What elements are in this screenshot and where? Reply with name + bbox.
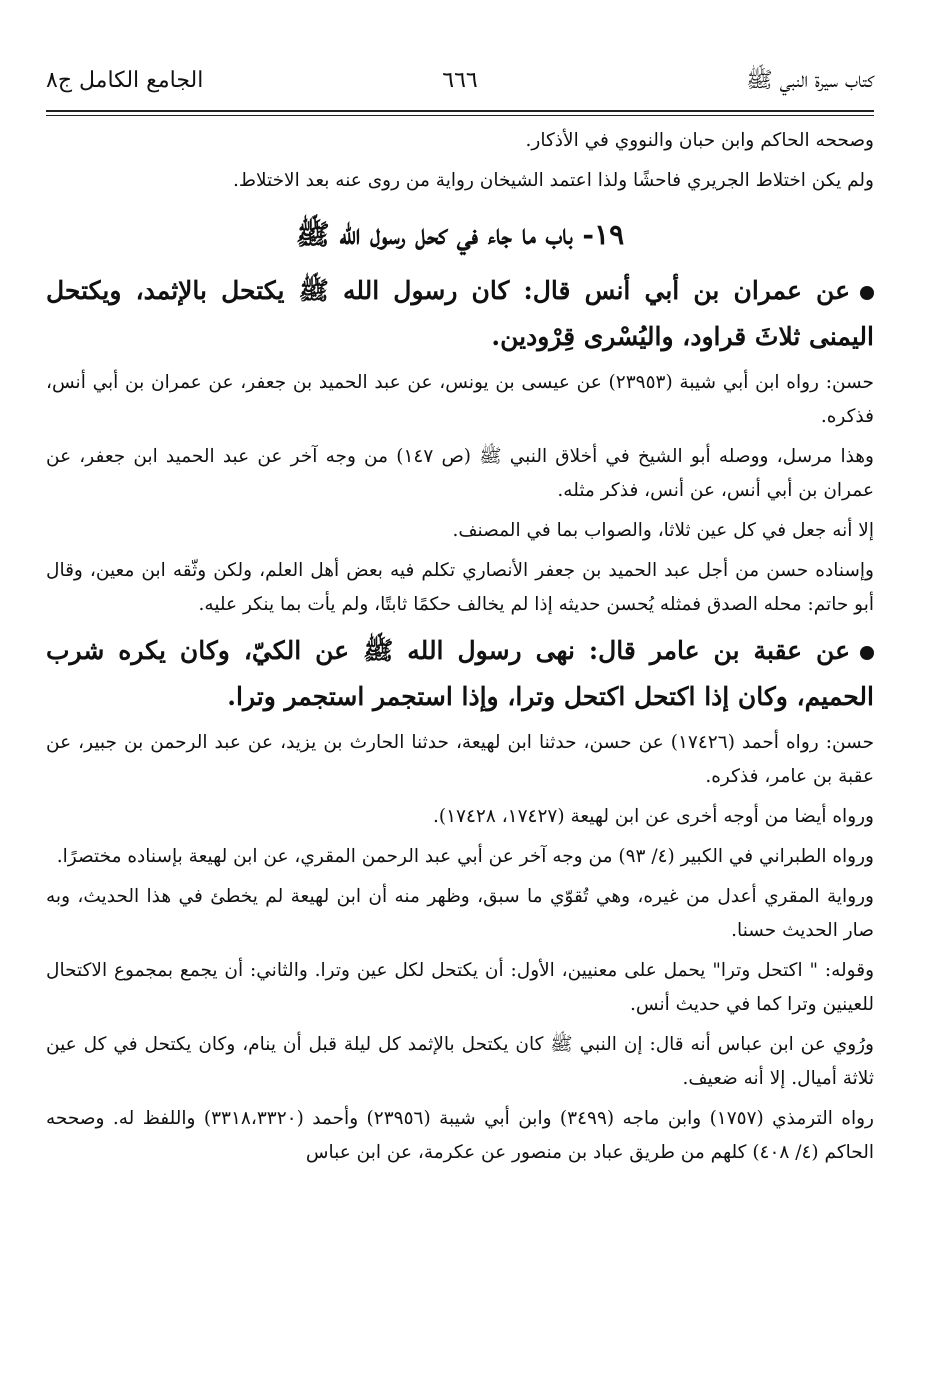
page-number: ٦٦٦ — [442, 68, 478, 93]
chapter-heading: ١٩- باب ما جاء في كحل رسول الله ﷺ — [295, 218, 625, 251]
paragraph: وصححه الحاكم وابن حبان والنووي في الأذكار. — [525, 130, 874, 151]
commentary-paragraph: وإسناده حسن من أجل عبد الحميد بن جعفر الأنصاري تكلم فيه بعض أهل العلم، ولكن وثّقه ابن معين، وقال أبو حاتم: محله الصدق فمثله يُحسن حديثه إذا لم يخالف حكمًا ثابتًا، ولم يأت بما ينكر عليه. — [46, 560, 874, 615]
hadith-text — [46, 268, 874, 360]
commentary-paragraph: وقوله: " اكتحل وترا" يحمل على معنيين، الأول: أن يكتحل لكل عين وترا. والثاني: أن يجمع بمجموع الاكتحال للعينين وترا كما في حديث أنس. — [46, 960, 874, 1015]
volume-title: الجامع الكامل ج٨ — [46, 68, 204, 93]
commentary-paragraph: ورواية المقري أعدل من غيره، وهي تُقوّي ما سبق، وظهر منه أن ابن لهيعة لم يخطئ في هذا الحديث، وبه صار الحديث حسنا. — [46, 886, 874, 941]
hadith-body: عن عقبة بن عامر قال: نهى رسول الله ﷺ عن الكيّ، وكان يكره شرب الحميم، وكان إذا اكتحل اكتحل وترا، وإذا استجمر استجمر وترا. — [46, 636, 874, 711]
page-header — [46, 58, 874, 114]
commentary-paragraph: ورواه أيضا من أوجه أخرى عن ابن لهيعة (١٧٤٢٧، ١٧٤٢٨). — [433, 806, 874, 827]
header-rule-thick — [46, 110, 874, 112]
commentary-paragraph: رواه الترمذي (١٧٥٧) وابن ماجه (٣٤٩٩) وابن أبي شيبة (٢٣٩٥٦) وأحمد (٣٣١٨،٣٣٢٠) واللفظ له. وصححه الحاكم (٤/ ٤٠٨) كلهم من طريق عباد بن منصور عن عكرمة، عن ابن عباس — [46, 1108, 874, 1163]
page-content — [46, 124, 874, 1176]
bullet-icon — [860, 286, 874, 300]
hadith-body: عن عمران بن أبي أنس قال: كان رسول الله ﷺ يكتحل بالإثمد، ويكتحل اليمنى ثلاثَ قراود، واليُسْرى قِرْودين. — [46, 276, 874, 351]
commentary-paragraph: ورواه الطبراني في الكبير (٤/ ٩٣) من وجه آخر عن أبي عبد الرحمن المقري، عن ابن لهيعة بإسناده مختصرًا. — [56, 846, 874, 867]
commentary-paragraph: إلا أنه جعل في كل عين ثلاثا، والصواب بما في المصنف. — [452, 520, 874, 541]
paragraph: ولم يكن اختلاط الجريري فاحشًا ولذا اعتمد الشيخان رواية من روى عنه بعد الاختلاط. — [233, 170, 874, 191]
commentary-paragraph: حسن: رواه ابن أبي شيبة (٢٣٩٥٣) عن عيسى بن يونس، عن عبد الحميد بن جعفر، عن عمران بن أبي أنس، فذكره. — [46, 372, 874, 427]
bullet-icon — [860, 646, 874, 660]
commentary-paragraph: حسن: رواه أحمد (١٧٤٢٦) عن حسن، حدثنا ابن لهيعة، حدثنا الحارث بن يزيد، عن عبد الرحمن بن جبير، عن عقبة بن عامر، فذكره. — [46, 732, 874, 787]
commentary-paragraph: وهذا مرسل، ووصله أبو الشيخ في أخلاق النبي ﷺ (ص ١٤٧) من وجه آخر عن عبد الحميد ابن جعفر، عن عمران بن أبي أنس، عن أنس، فذكر مثله. — [46, 446, 874, 501]
commentary-paragraph: ورُوي عن ابن عباس أنه قال: إن النبي ﷺ كان يكتحل بالإثمد كل ليلة قبل أن ينام، وكان يكتحل في كل عين ثلاثة أميال. إلا أنه ضعيف. — [46, 1034, 874, 1089]
book-title: كتاب سيرة النبي ﷺ — [746, 68, 874, 93]
header-rule-thin — [46, 115, 874, 116]
hadith-text — [46, 628, 874, 720]
